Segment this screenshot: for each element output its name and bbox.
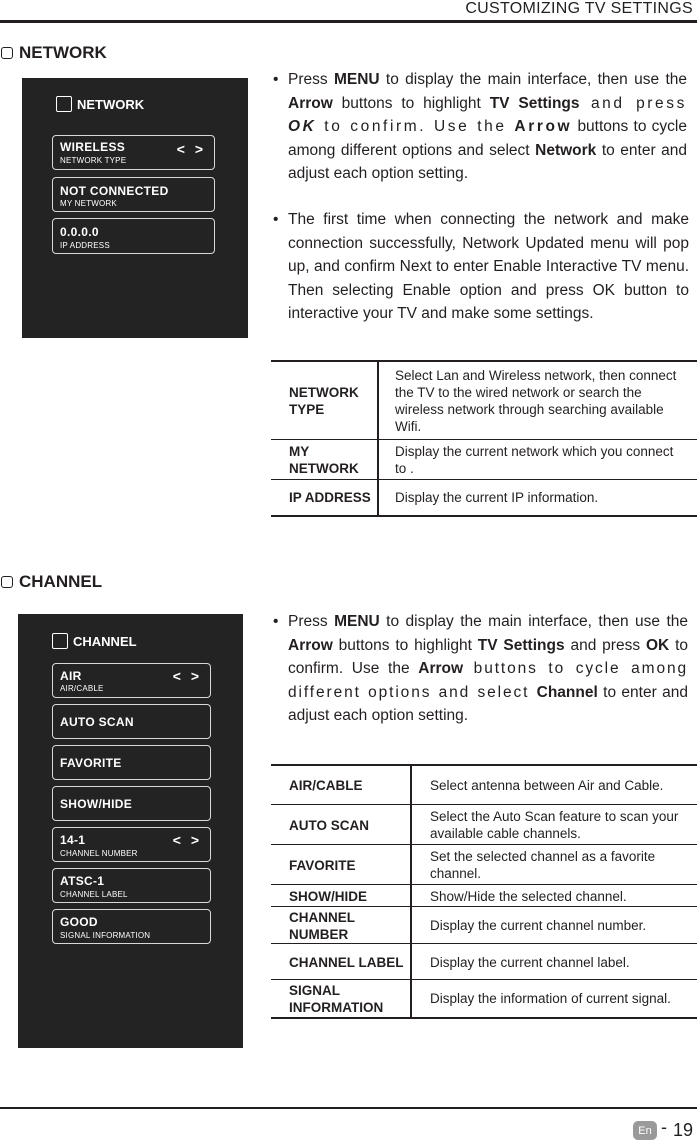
page-number-dash: - xyxy=(661,1117,667,1137)
table-description: Select the Auto Scan feature to scan your available cable channels. xyxy=(430,809,679,841)
table-bottom-rule xyxy=(271,1017,697,1019)
menu-item-label: CHANNEL LABEL xyxy=(60,890,128,899)
network-menu-item-my-network xyxy=(52,177,215,212)
channel-menu-item-channel-number xyxy=(52,827,211,862)
menu-item-value: WIRELESS xyxy=(60,140,126,154)
channel-menu-item-auto-scan xyxy=(52,704,211,739)
table-description: Display the current network which you connect to . xyxy=(395,444,674,476)
table-term: AIR/CABLE xyxy=(289,778,363,793)
channel-section-heading xyxy=(1,572,102,592)
network-instruction-1: • Press MENU to display the main interface, then use the Arrow buttons to highlight TV Settings and press OK to confirm. Use the Arrow buttons to cycle among different options and select Network to enter and adjust each option setting. xyxy=(288,68,687,186)
table-term: IP ADDRESS xyxy=(289,490,371,505)
menu-square-icon xyxy=(52,633,68,649)
table-row xyxy=(271,845,697,885)
network-section-heading xyxy=(1,43,107,63)
network-menu-item-ip-address xyxy=(52,218,215,254)
network-menu-item-network-type xyxy=(52,135,215,170)
table-row xyxy=(271,362,697,440)
table-term: NETWORK TYPE xyxy=(289,385,359,417)
channel-heading-text: CHANNEL xyxy=(19,572,103,591)
channel-instruction-1: • Press MENU to display the main interface, then use the Arrow buttons to highlight TV Settings and press OK to confirm. Use the Arrow buttons to cycle among different options and select Channel to enter and adjust each option setting. xyxy=(288,610,688,728)
channel-menu-item-favorite xyxy=(52,745,211,780)
language-badge: En xyxy=(633,1121,657,1140)
network-menu-title xyxy=(56,96,144,112)
table-description: Select antenna between Air and Cable. xyxy=(430,778,664,793)
channel-menu-title-text: CHANNEL xyxy=(73,633,137,649)
channel-menu-screenshot xyxy=(18,614,243,1048)
table-term: CHANNEL LABEL xyxy=(289,954,404,970)
menu-item-label: MY NETWORK xyxy=(60,199,117,208)
network-heading-text: NETWORK xyxy=(19,43,107,62)
square-bullet-icon xyxy=(1,576,13,588)
table-row xyxy=(271,766,697,805)
channel-menu-title xyxy=(52,633,137,649)
menu-item-value: 14-1 xyxy=(60,833,86,847)
table-term: CHANNEL NUMBER xyxy=(289,909,355,942)
network-instruction-2: • The first time when connecting the network and make connection successfully, Network Updated menu will pop up, and confirm Next to enter Enable Interactive TV menu. Then selecting Enable option and press OK button to interactive your TV and make some settings. xyxy=(288,208,689,326)
table-description: Display the current channel label. xyxy=(430,954,630,970)
table-row xyxy=(271,907,697,944)
table-row xyxy=(271,480,697,515)
table-description: Display the current channel number. xyxy=(430,918,647,933)
bullet-dot: • xyxy=(273,613,279,630)
network-menu-screenshot xyxy=(22,78,248,338)
table-description: Display the current IP information. xyxy=(395,490,599,505)
table-term: SHOW/HIDE xyxy=(289,888,368,904)
footer-rule xyxy=(0,1107,697,1109)
network-menu-title-text: NETWORK xyxy=(77,96,145,112)
table-description: Select Lan and Wireless network, then connect the TV to the wired network or search the wireless network through searching available Wifi. xyxy=(395,368,677,434)
square-bullet-icon xyxy=(1,47,13,59)
table-row xyxy=(271,885,697,907)
menu-item-value: SHOW/HIDE xyxy=(60,797,133,811)
table-term: MY NETWORK xyxy=(289,444,359,476)
menu-item-value: NOT CONNECTED xyxy=(60,184,169,198)
page-header-title: CUSTOMIZING TV SETTINGS xyxy=(465,0,693,17)
left-right-arrows-icon: < > xyxy=(176,141,206,157)
menu-item-label: CHANNEL NUMBER xyxy=(60,849,138,858)
table-description: Set the selected channel as a favorite channel. xyxy=(430,849,656,881)
menu-item-label: NETWORK TYPE xyxy=(60,156,127,165)
menu-item-label: AIR/CABLE xyxy=(60,684,104,693)
menu-item-value: FAVORITE xyxy=(60,756,122,770)
network-options-table xyxy=(271,360,697,517)
channel-menu-item-channel-label xyxy=(52,868,211,903)
table-row xyxy=(271,944,697,980)
menu-item-value: AUTO SCAN xyxy=(60,715,134,729)
channel-options-table xyxy=(271,764,697,1019)
table-description: Show/Hide the selected channel. xyxy=(430,888,627,904)
bullet-dot: • xyxy=(273,71,279,88)
menu-square-icon xyxy=(56,96,72,112)
left-right-arrows-icon: < > xyxy=(172,832,202,848)
channel-menu-item-signal-information xyxy=(52,909,211,944)
table-term: SIGNAL INFORMATION xyxy=(289,982,384,1015)
channel-menu-item-air-cable xyxy=(52,663,211,698)
table-row xyxy=(271,980,697,1017)
menu-item-label: IP ADDRESS xyxy=(60,241,110,250)
menu-item-label: SIGNAL INFORMATION xyxy=(60,931,151,940)
table-row xyxy=(271,440,697,480)
table-term: FAVORITE xyxy=(289,857,356,873)
bullet-dot: • xyxy=(273,211,279,228)
table-term: AUTO SCAN xyxy=(289,817,370,833)
menu-item-value: AIR xyxy=(60,669,82,683)
table-bottom-rule xyxy=(271,515,697,517)
left-right-arrows-icon: < > xyxy=(172,668,202,684)
menu-item-value: ATSC-1 xyxy=(60,874,105,888)
table-row xyxy=(271,805,697,845)
menu-item-value: GOOD xyxy=(60,915,98,929)
page-number: 19 xyxy=(673,1120,694,1140)
table-description: Display the information of current signal. xyxy=(430,991,671,1006)
menu-item-value: 0.0.0.0 xyxy=(60,225,99,239)
header-rule xyxy=(0,20,697,23)
channel-menu-item-show-hide xyxy=(52,786,211,821)
